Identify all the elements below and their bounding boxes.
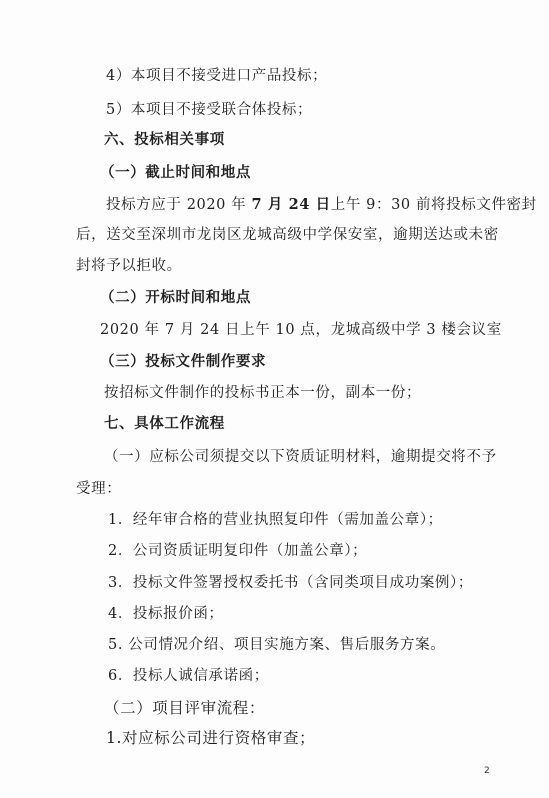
list-item-5: 5. 公司情况介绍、项目实施方案、售后服务方案。 [108,637,446,653]
deadline-text-b: 上午 9：30 前将投标文件密封 [330,197,537,213]
subsection-requirements-heading: （三）投标文件制作要求 [100,353,267,370]
review-step-1: 1.对应标公司进行资格审查； [106,729,316,747]
subsection-opening-heading: （二）开标时间和地点 [100,289,251,306]
workflow-intro-line-1: （一）应标公司须提交以下资质证明材料，逾期提交将不予 [104,449,497,465]
list-item-3: 3．投标文件签署授权委托书（含同类项目成功案例）； [108,575,473,591]
deadline-paragraph-line-3: 封将予以拒收。 [76,258,182,274]
workflow-intro-line-2: 受理： [76,481,122,497]
list-item-1: 1．经年审合格的营业执照复印件（需加盖公章）； [108,512,443,528]
requirements-text: 按招标文件制作的投标书正本一份，副本一份； [104,385,422,401]
item-no-imported-products: 4）本项目不接受进口产品投标； [106,68,328,84]
deadline-paragraph-line-1 [106,195,537,215]
deadline-date: 7 月 24 日 [251,196,331,213]
section-seven-heading: 七、具体工作流程 [104,415,225,432]
page-number: 2 [484,766,490,776]
subsection-deadline-heading: （一）截止时间和地点 [100,164,251,181]
list-item-4: 4．投标报价函； [108,606,224,622]
section-six-heading: 六、投标相关事项 [104,131,225,148]
item-no-consortium: 5）本项目不接受联合体投标； [106,102,313,118]
opening-time-place: 2020 年 7 月 24 日上午 10 点，龙城高级中学 3 楼会议室 [100,322,502,338]
deadline-paragraph-line-2: 后，送交至深圳市龙岗区龙城高级中学保安室，逾期送达或未密 [76,227,499,243]
list-item-2: 2．公司资质证明复印件（加盖公章）； [108,543,368,559]
list-item-6: 6．投标人诚信承诺函； [108,668,269,684]
deadline-text-a: 投标方应于 2020 年 [106,197,252,213]
subsection-review-heading: （二）项目评审流程： [104,699,266,717]
